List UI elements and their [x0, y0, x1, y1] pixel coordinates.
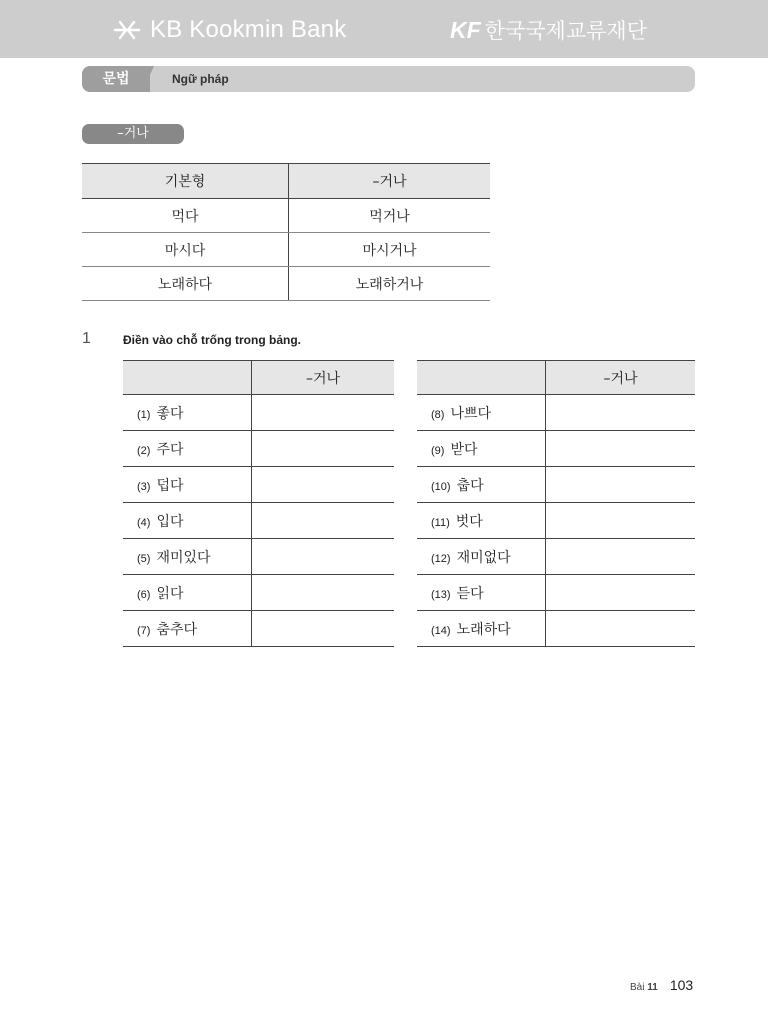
- exercise-number: 1: [82, 330, 91, 347]
- grammar-cell-form: 노래하거나: [289, 267, 491, 301]
- item-number: (6): [137, 588, 151, 601]
- bank-name: KB Kookmin Bank: [150, 16, 347, 43]
- item-number: (14): [431, 624, 451, 637]
- exercise-item: [123, 503, 252, 539]
- item-number: (4): [137, 516, 151, 529]
- kb-star-icon: [112, 18, 142, 42]
- item-number: (1): [137, 408, 151, 421]
- item-word: 받다: [450, 441, 478, 458]
- section-tab-slant: [142, 66, 154, 92]
- exercise-item: [417, 611, 546, 647]
- answer-cell[interactable]: [546, 503, 696, 539]
- table-row: [417, 395, 695, 431]
- table-row: [123, 431, 394, 467]
- item-word: 읽다: [156, 585, 184, 602]
- foundation-name: 한국국제교류재단: [484, 19, 647, 43]
- answer-cell[interactable]: [546, 395, 696, 431]
- exercise-item: [417, 539, 546, 575]
- lesson-prefix: Bài: [630, 982, 645, 993]
- exercise-item: [123, 539, 252, 575]
- table-row: [123, 611, 394, 647]
- exercise-header-form: –거나: [546, 361, 696, 395]
- answer-cell[interactable]: [252, 539, 395, 575]
- item-number: (11): [431, 516, 450, 529]
- grammar-cell-base: 노래하다: [82, 267, 289, 301]
- table-row: [82, 233, 490, 267]
- table-row: [417, 467, 695, 503]
- section-tab: 문법: [82, 66, 150, 92]
- item-number: (9): [431, 444, 445, 457]
- page-footer: [630, 977, 693, 993]
- item-word: 춥다: [456, 477, 484, 494]
- item-word: 재미없다: [456, 549, 511, 566]
- item-number: (12): [431, 552, 451, 565]
- grammar-pill: –거나: [82, 124, 184, 144]
- item-number: (3): [137, 480, 151, 493]
- grammar-cell-form: 마시거나: [289, 233, 491, 267]
- exercise-item: [417, 431, 546, 467]
- grammar-header-form: –거나: [289, 164, 491, 199]
- exercise-item: [417, 503, 546, 539]
- kf-logo: [450, 15, 647, 45]
- table-row: [417, 539, 695, 575]
- item-word: 듣다: [456, 585, 484, 602]
- exercise-item: [123, 431, 252, 467]
- table-row: [123, 503, 394, 539]
- section-bar: [82, 66, 695, 92]
- table-row: [417, 431, 695, 467]
- table-row: [417, 503, 695, 539]
- page-number: 103: [669, 977, 694, 993]
- exercise-header-blank: [123, 361, 252, 395]
- item-word: 재미있다: [156, 549, 211, 566]
- table-row: [123, 539, 394, 575]
- grammar-cell-base: 먹다: [82, 199, 289, 233]
- answer-cell[interactable]: [546, 467, 696, 503]
- item-number: (2): [137, 444, 151, 457]
- table-row: [123, 467, 394, 503]
- table-row: [82, 267, 490, 301]
- lesson-number: 11: [647, 982, 658, 993]
- answer-cell[interactable]: [252, 431, 395, 467]
- exercise-item: [123, 467, 252, 503]
- section-title: Ngữ pháp: [172, 72, 229, 86]
- answer-cell[interactable]: [252, 467, 395, 503]
- exercise-header-row: [417, 361, 695, 395]
- lesson-label: [630, 982, 658, 993]
- exercise-header-form: –거나: [252, 361, 395, 395]
- exercise-table-right: [417, 360, 695, 647]
- table-row: [417, 611, 695, 647]
- exercise-header-blank: [417, 361, 546, 395]
- grammar-cell-form: 먹거나: [289, 199, 491, 233]
- exercise-table-left: [123, 360, 394, 647]
- grammar-header-row: [82, 164, 490, 199]
- item-word: 노래하다: [456, 621, 511, 638]
- table-row: [123, 575, 394, 611]
- exercise-item: [417, 575, 546, 611]
- kf-mark: KF: [450, 16, 481, 43]
- item-word: 주다: [156, 441, 184, 458]
- kb-logo: [112, 15, 346, 45]
- grammar-header-base: 기본형: [82, 164, 289, 199]
- item-word: 나쁘다: [450, 405, 492, 422]
- table-row: [123, 395, 394, 431]
- grammar-table: [82, 163, 490, 301]
- exercise-item: [417, 467, 546, 503]
- answer-cell[interactable]: [252, 395, 395, 431]
- grammar-cell-base: 마시다: [82, 233, 289, 267]
- exercise-header-row: [123, 361, 394, 395]
- item-word: 입다: [156, 513, 184, 530]
- item-word: 벗다: [455, 513, 483, 530]
- item-number: (8): [431, 408, 445, 421]
- item-word: 덥다: [156, 477, 184, 494]
- answer-cell[interactable]: [252, 611, 395, 647]
- answer-cell[interactable]: [546, 431, 696, 467]
- exercise-instruction: Điền vào chỗ trống trong bảng.: [123, 333, 301, 347]
- table-row: [82, 199, 490, 233]
- exercise-item: [123, 575, 252, 611]
- exercise-item: [417, 395, 546, 431]
- answer-cell[interactable]: [546, 611, 696, 647]
- item-word: 좋다: [156, 405, 184, 422]
- exercise-item: [123, 611, 252, 647]
- item-number: (10): [431, 480, 451, 493]
- item-number: (7): [137, 624, 151, 637]
- answer-cell[interactable]: [546, 539, 696, 575]
- answer-cell[interactable]: [252, 575, 395, 611]
- item-word: 춤추다: [156, 621, 198, 638]
- answer-cell[interactable]: [252, 503, 395, 539]
- item-number: (13): [431, 588, 451, 601]
- page-header: [0, 0, 768, 58]
- answer-cell[interactable]: [546, 575, 696, 611]
- table-row: [417, 575, 695, 611]
- exercise-item: [123, 395, 252, 431]
- item-number: (5): [137, 552, 151, 565]
